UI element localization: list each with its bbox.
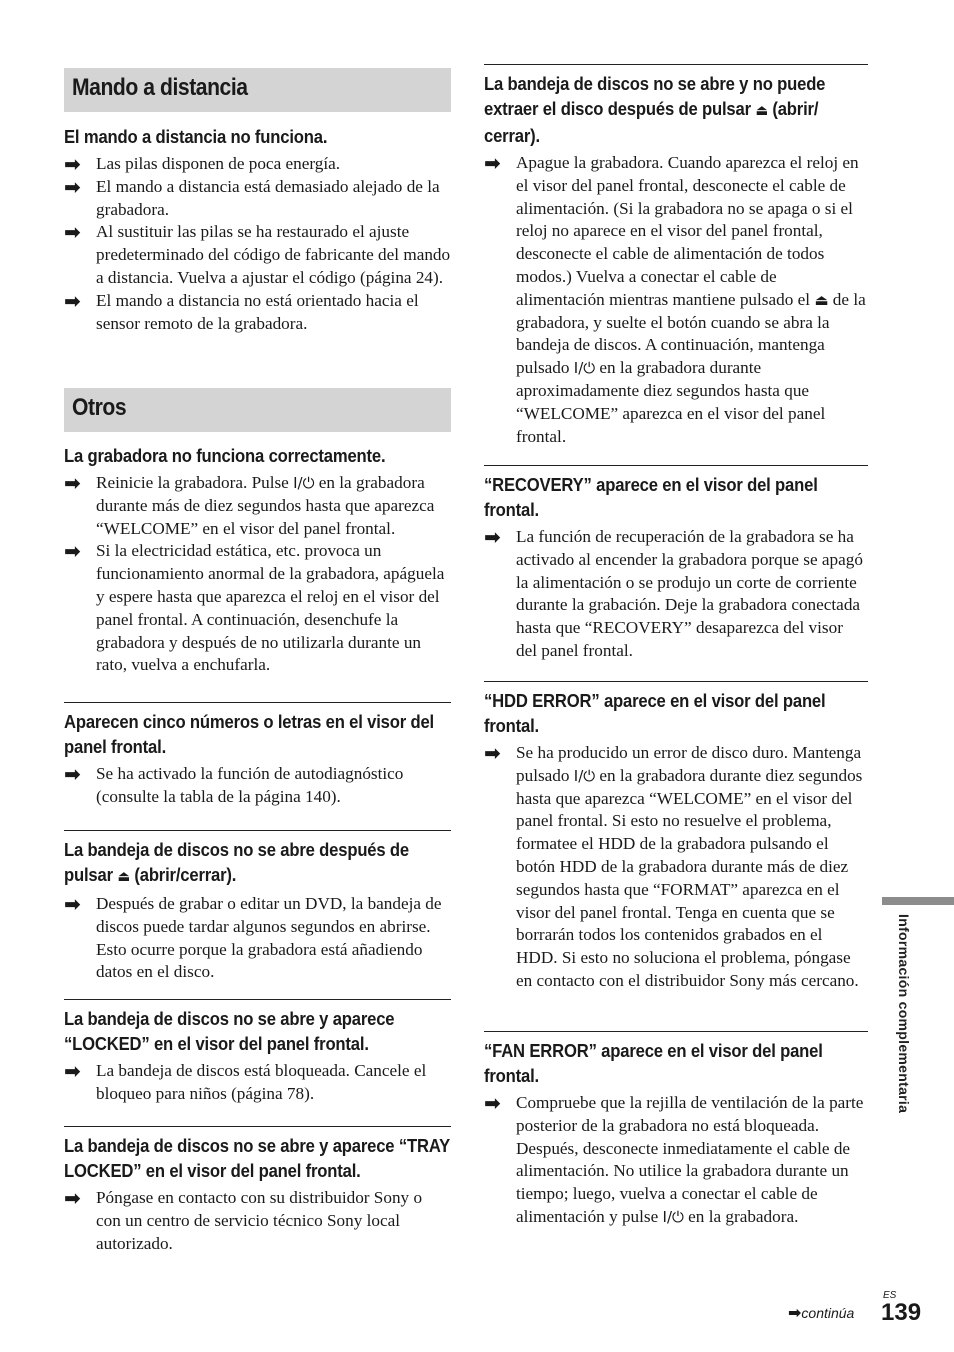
power-icon: I/⏻	[662, 1207, 684, 1226]
power-icon: I/⏻	[573, 359, 596, 378]
power-icon: I/⏻	[293, 474, 315, 492]
page-number: 139	[881, 1299, 922, 1326]
section-header-remote	[64, 68, 451, 112]
arrow-icon: ➡	[484, 741, 501, 765]
trouble-heading: La bandeja de discos no se abre después de pulsar ⏏ (abrir/cerrar).	[64, 839, 409, 885]
trouble-block-remote	[64, 124, 451, 335]
arrow-icon: ➡	[64, 1186, 81, 1210]
arrow-icon: ➡	[64, 1059, 81, 1083]
remedy-item: ➡ El mando a distancia no está orientado hacia el sensor remoto de la grabadora.	[64, 288, 419, 333]
remedy-item: ➡ Póngase en contacto con su distribuidor Sony o con un centro de servicio técnico Sony local autorizado.	[64, 1186, 423, 1253]
remedy-item: ➡ Se ha activado la función de autodiagnóstico (consulte la tabla de la página 140).	[64, 762, 404, 806]
continues-label: ➡continúa	[788, 1303, 855, 1322]
remedy-item: ➡ La bandeja de discos está bloqueada. Cancele el bloqueo para niños (página 78).	[64, 1059, 427, 1103]
trouble-block-recovery	[484, 465, 868, 663]
section-title: Otros	[72, 394, 127, 421]
trouble-heading: “RECOVERY” aparece en el visor del panel frontal.	[484, 474, 818, 520]
chapter-label: Información complementaria	[896, 914, 912, 1114]
trouble-block-hdd-error	[484, 681, 868, 993]
eject-icon: ⏏	[755, 101, 768, 119]
trouble-heading: Aparecen cinco números o letras en el visor del panel frontal.	[64, 711, 435, 757]
language-code: ES	[883, 1290, 897, 1301]
eject-icon: ⏏	[117, 867, 130, 885]
remedy-item: ➡ La función de recuperación de la grabadora se ha activado al encender la grabadora porque se apagó la alimentación o se produjo un corte de corriente durante la grabación. Deje la grabadora conectada hasta que “RECOVERY” desaparezca del visor del panel frontal.	[484, 525, 863, 660]
section-title: Mando a distancia	[72, 74, 248, 101]
chapter-tab	[882, 897, 954, 905]
remedy-item: ➡ Las pilas disponen de poca energía.	[64, 152, 341, 176]
remedy-item: ➡ Compruebe que la rejilla de ventilación de la parte posterior de la grabadora no está bloqueada. Después, desconecte inmediatamente el cable de alimentación. No utilice la grabadora durante un tiempo; luego, vuelva a conectar el cable de alimentación y pulse I/⏻ en la grabadora.	[484, 1091, 864, 1226]
arrow-icon: ➡	[64, 288, 81, 313]
arrow-icon: ➡	[484, 151, 501, 175]
arrow-icon: ➡	[484, 525, 501, 549]
remedy-item: ➡ El mando a distancia está demasiado alejado de la grabadora.	[64, 174, 440, 219]
remedy-item: ➡ Reinicie la grabadora. Pulse I/⏻ en la grabadora durante más de diez segundos hasta que aparezca “WELCOME” en el visor del panel frontal.	[64, 471, 435, 538]
remedy-item: ➡ Después de grabar o editar un DVD, la bandeja de discos puede tardar algunos segundos en abrirse. Esto ocurre porque la grabadora está añadiendo datos en el disco.	[64, 892, 442, 982]
arrow-icon: ➡	[484, 1091, 501, 1115]
trouble-heading: “HDD ERROR” aparece en el visor del panel frontal.	[484, 690, 826, 736]
trouble-heading: La bandeja de discos no se abre y aparece “TRAY LOCKED” en el visor del panel frontal.	[64, 1135, 450, 1181]
arrow-icon: ➡	[64, 762, 81, 786]
trouble-heading: La bandeja de discos no se abre y no puede extraer el disco después de pulsar ⏏ (abrir/ cerrar).	[484, 73, 826, 146]
trouble-block-locked	[64, 999, 451, 1106]
trouble-heading: La grabadora no funciona correctamente.	[64, 445, 386, 466]
arrow-icon: ➡	[64, 152, 81, 176]
arrow-icon: ➡	[64, 539, 81, 564]
arrow-icon: ➡	[64, 471, 81, 495]
trouble-block-display	[64, 702, 451, 809]
remedy-item: ➡ Se ha producido un error de disco duro. Mantenga pulsado I/⏻ en la grabadora durante diez segundos hasta que aparezca “WELCOME” en el visor del panel frontal. Si esto no resuelve el problema, formatee el HDD de la grabadora pulsando el botón HDD de la grabadora durante más de diez segundos hasta que “FORMAT” aparezca en el visor del panel frontal. Tenga en cuenta que se borrarán todos los contenidos grabados en el HDD. Si esto no soluciona el problema, póngase en contacto con el distribuidor Sony más cercano.	[484, 741, 863, 990]
power-icon: I/⏻	[573, 766, 596, 785]
section-header-others	[64, 388, 451, 432]
remedy-item: ➡ Al sustituir las pilas se ha restaurado el ajuste predeterminado del código de fabricante del mando a distancia. Vuelva a ajustar el código (página 24).	[64, 220, 451, 287]
arrow-icon: ➡	[64, 220, 81, 245]
trouble-block-tray-eject	[484, 64, 868, 448]
remedy-item: ➡ Apague la grabadora. Cuando aparezca el reloj en el visor del panel frontal, desconecte el cable de alimentación. (Si la grabadora no se apaga o si el reloj no aparece en el visor del panel frontal, desconecte el cable de alimentación de todos modos.) Vuelva a conectar el cable de alimentación mientras mantiene pulsado el ⏏ de la grabadora, y suelte el botón cuando se abra la bandeja de discos. A continuación, mantenga pulsado I/⏻ en la grabadora durante aproximadamente diez segundos hasta que “WELCOME” aparezca en el visor del panel frontal.	[484, 151, 866, 446]
arrow-icon: ➡	[64, 174, 81, 199]
trouble-block-tray-open	[64, 830, 451, 984]
trouble-heading: El mando a distancia no funciona.	[64, 126, 328, 147]
trouble-block-tray-locked	[64, 1126, 451, 1255]
remedy-item: ➡ Si la electricidad estática, etc. provoca un funcionamiento anormal de la grabadora, apáguela y espere hasta que aparezca el reloj en el visor del panel frontal. A continuación, desenchufe la grabadora y después de no utilizarla durante un rato, vuelva a enchufarla.	[64, 539, 445, 675]
arrow-icon: ➡	[64, 892, 81, 916]
eject-icon: ⏏	[814, 290, 829, 309]
trouble-block-fan-error	[484, 1031, 868, 1229]
trouble-block-recorder	[64, 443, 451, 677]
arrow-icon: ➡	[788, 1303, 802, 1322]
trouble-heading: “FAN ERROR” aparece en el visor del panel frontal.	[484, 1040, 823, 1086]
trouble-heading: La bandeja de discos no se abre y aparece “LOCKED” en el visor del panel frontal.	[64, 1008, 395, 1054]
